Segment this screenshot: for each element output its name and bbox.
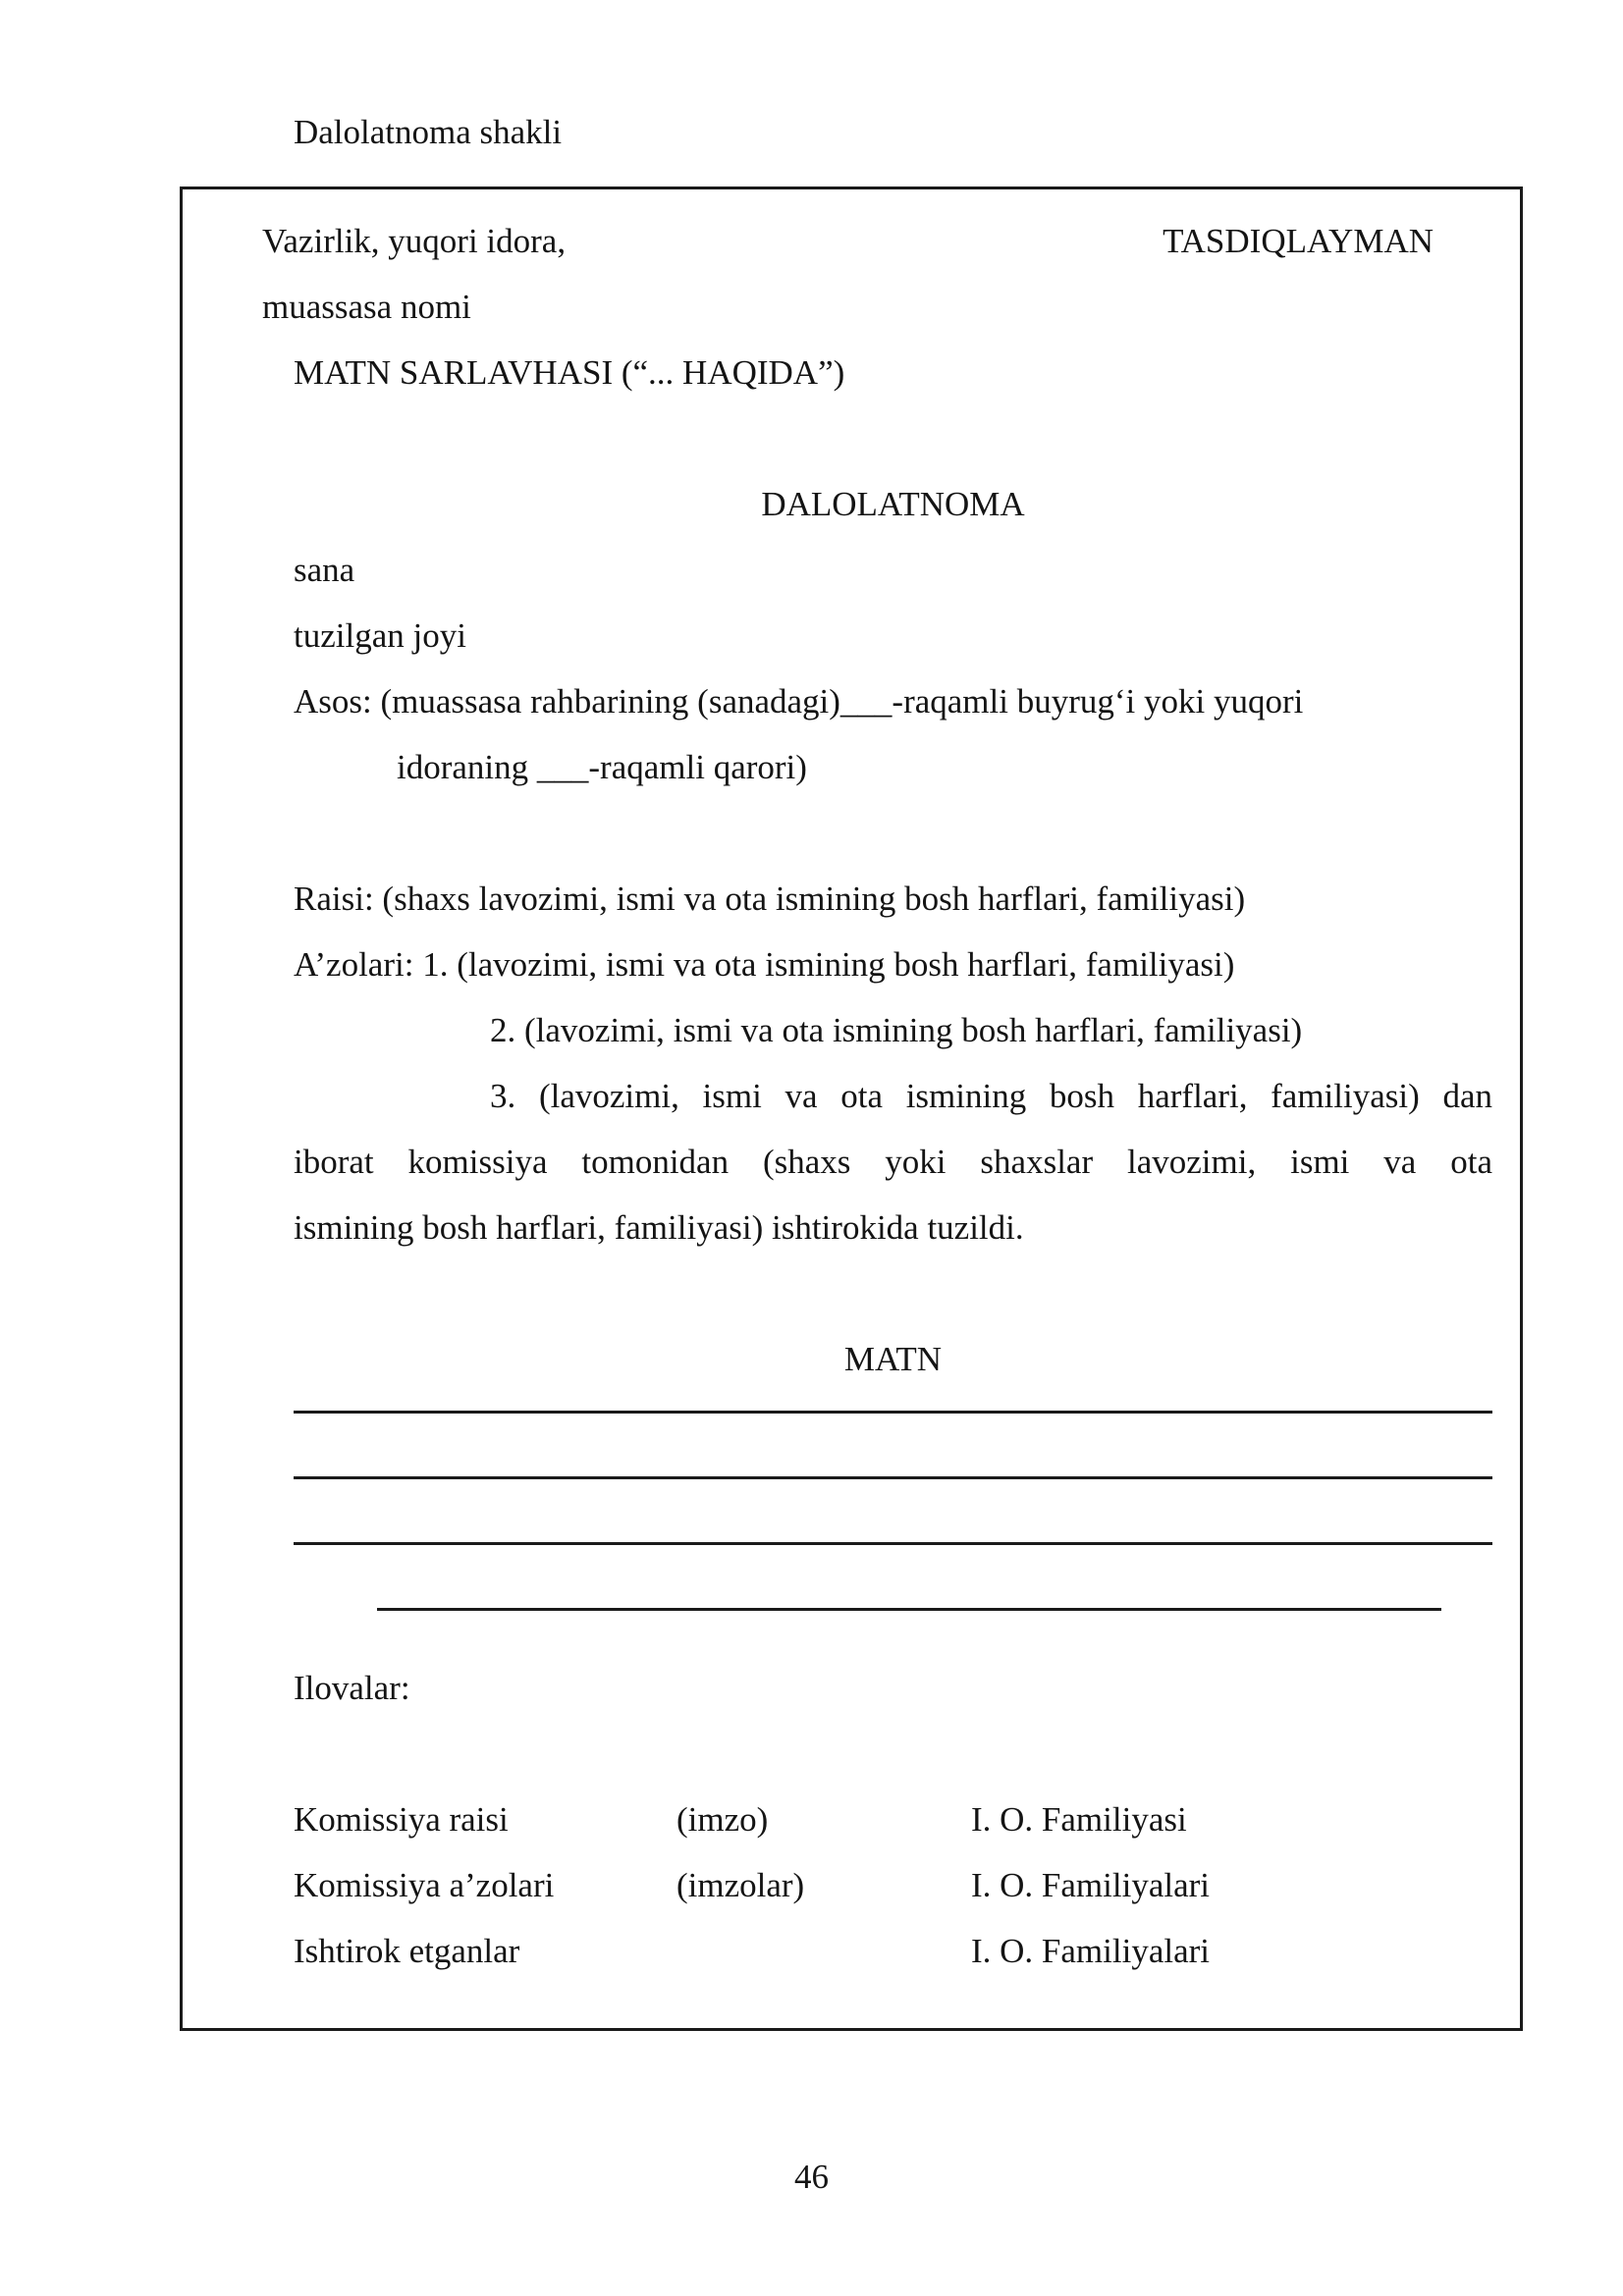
body-line-2: ismining bosh harflari, familiyasi) ishtirokida tuzildi. — [294, 1208, 1024, 1247]
signature-hint: (imzo) — [676, 1800, 769, 1839]
signature-role: Komissiya raisi — [294, 1800, 509, 1839]
matn-heading: MATN — [843, 1340, 943, 1378]
attachments-label: Ilovalar: — [294, 1669, 410, 1707]
page-title: Dalolatnoma shakli — [294, 113, 563, 151]
blank-space — [262, 1721, 1492, 1787]
signature-block — [294, 1787, 1492, 1984]
signature-name: I. O. Familiyalari — [971, 1866, 1211, 1904]
members-line-2: 2. (lavozimi, ismi va ota ismining bosh harflari, familiyasi) — [490, 1011, 1303, 1049]
date-label: sana — [294, 551, 355, 589]
signature-role: Ishtirok etganlar — [294, 1932, 520, 1970]
page-number: 46 — [794, 2158, 829, 2196]
blank-line — [294, 1458, 1492, 1523]
blank-space — [262, 800, 1492, 866]
blank-line — [294, 1589, 1492, 1655]
body-line-1: iborat komissiya tomonidan (shaxs yoki shaxslar lavozimi, ismi va ota — [294, 1143, 1492, 1181]
basis-line-2: idoraning ___-raqamli qarori) — [397, 748, 807, 786]
signature-role: Komissiya a’zolari — [294, 1866, 555, 1904]
subject-line: MATN SARLAVHASI (“... HAQIDA”) — [294, 353, 845, 392]
blank-line — [294, 1523, 1492, 1589]
blank-line — [294, 1392, 1492, 1458]
blank-space — [262, 405, 1492, 471]
members-line-1: A’zolari: 1. (lavozimi, ismi va ota ismining bosh harflari, familiyasi) — [294, 945, 1235, 984]
signature-name: I. O. Familiyasi — [971, 1800, 1187, 1839]
signature-name: I. O. Familiyalari — [971, 1932, 1211, 1970]
approval-label: TASDIQLAYMAN — [1163, 222, 1434, 260]
basis-line-1: Asos: (muassasa rahbarining (sanadagi)___-raqamli buyrugʻi yoki yuqori — [294, 682, 1304, 721]
document-title: DALOLATNOMA — [761, 485, 1025, 523]
members-line-3: 3. (lavozimi, ismi va ota ismining bosh harflari, familiyasi) dan — [490, 1077, 1492, 1115]
signature-hint: (imzolar) — [676, 1866, 805, 1904]
blank-space — [262, 1260, 1492, 1326]
place-label: tuzilgan joyi — [294, 616, 466, 655]
chairman-line: Raisi: (shaxs lavozimi, ismi va ota ismining bosh harflari, familiyasi) — [294, 880, 1246, 918]
org-line-2: muassasa nomi — [262, 288, 471, 326]
header-row — [262, 208, 1492, 274]
form-box — [180, 187, 1523, 2031]
org-line-1: Vazirlik, yuqori idora, — [262, 222, 567, 260]
signature-hint — [676, 1918, 971, 1984]
